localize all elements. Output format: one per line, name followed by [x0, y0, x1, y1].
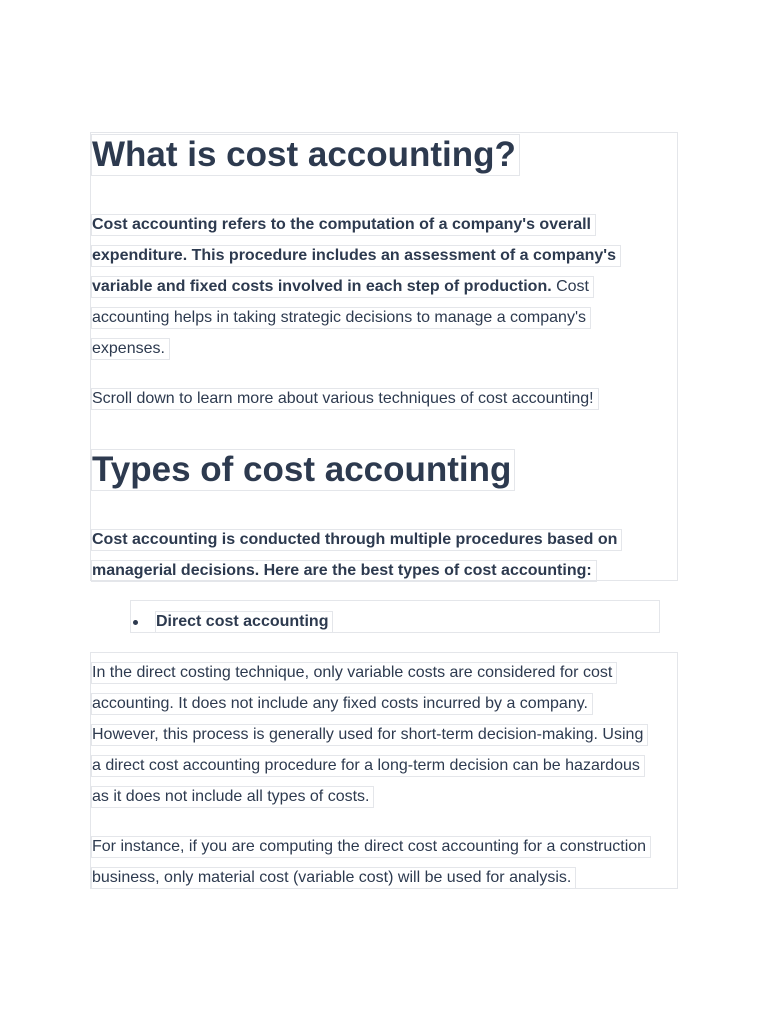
direct-cost-section — [90, 652, 678, 889]
bullet-icon — [133, 620, 138, 625]
intro-text-line: Cost accounting refers to the computation of a company's overall — [91, 214, 596, 236]
direct-cost-paragraph-line: as it does not include all types of costs. — [91, 786, 374, 808]
types-intro-line: Cost accounting is conducted through multiple procedures based on — [91, 529, 622, 551]
section-title-what-is-cost-accounting: What is cost accounting? — [91, 134, 520, 176]
section-title-types-of-cost-accounting: Types of cost accounting — [91, 449, 515, 491]
intro-text-bold-part: variable and fixed costs involved in each step of production. — [92, 278, 552, 295]
intro-text-normal-part: Cost — [551, 278, 589, 295]
types-list — [130, 600, 660, 633]
example-paragraph-line: For instance, if you are computing the direct cost accounting for a construction — [91, 836, 651, 858]
scroll-note: Scroll down to learn more about various techniques of cost accounting! — [91, 388, 599, 410]
direct-cost-paragraph-line: In the direct costing technique, only variable costs are considered for cost — [91, 662, 617, 684]
direct-cost-paragraph-line: a direct cost accounting procedure for a long-term decision can be hazardous — [91, 755, 645, 777]
list-item-direct-cost-accounting: Direct cost accounting — [155, 611, 333, 633]
intro-text-line — [91, 276, 594, 298]
intro-text-line: expenditure. This procedure includes an assessment of a company's — [91, 245, 621, 267]
direct-cost-paragraph-line: accounting. It does not include any fixed costs incurred by a company. — [91, 693, 593, 715]
direct-cost-paragraph-line: However, this process is generally used for short-term decision-making. Using — [91, 724, 648, 746]
intro-text-line: accounting helps in taking strategic decisions to manage a company's — [91, 307, 591, 329]
intro-text-line: expenses. — [91, 338, 170, 360]
types-intro-line: managerial decisions. Here are the best types of cost accounting: — [91, 560, 597, 582]
example-paragraph-line: business, only material cost (variable cost) will be used for analysis. — [91, 867, 576, 889]
intro-section — [90, 132, 678, 581]
